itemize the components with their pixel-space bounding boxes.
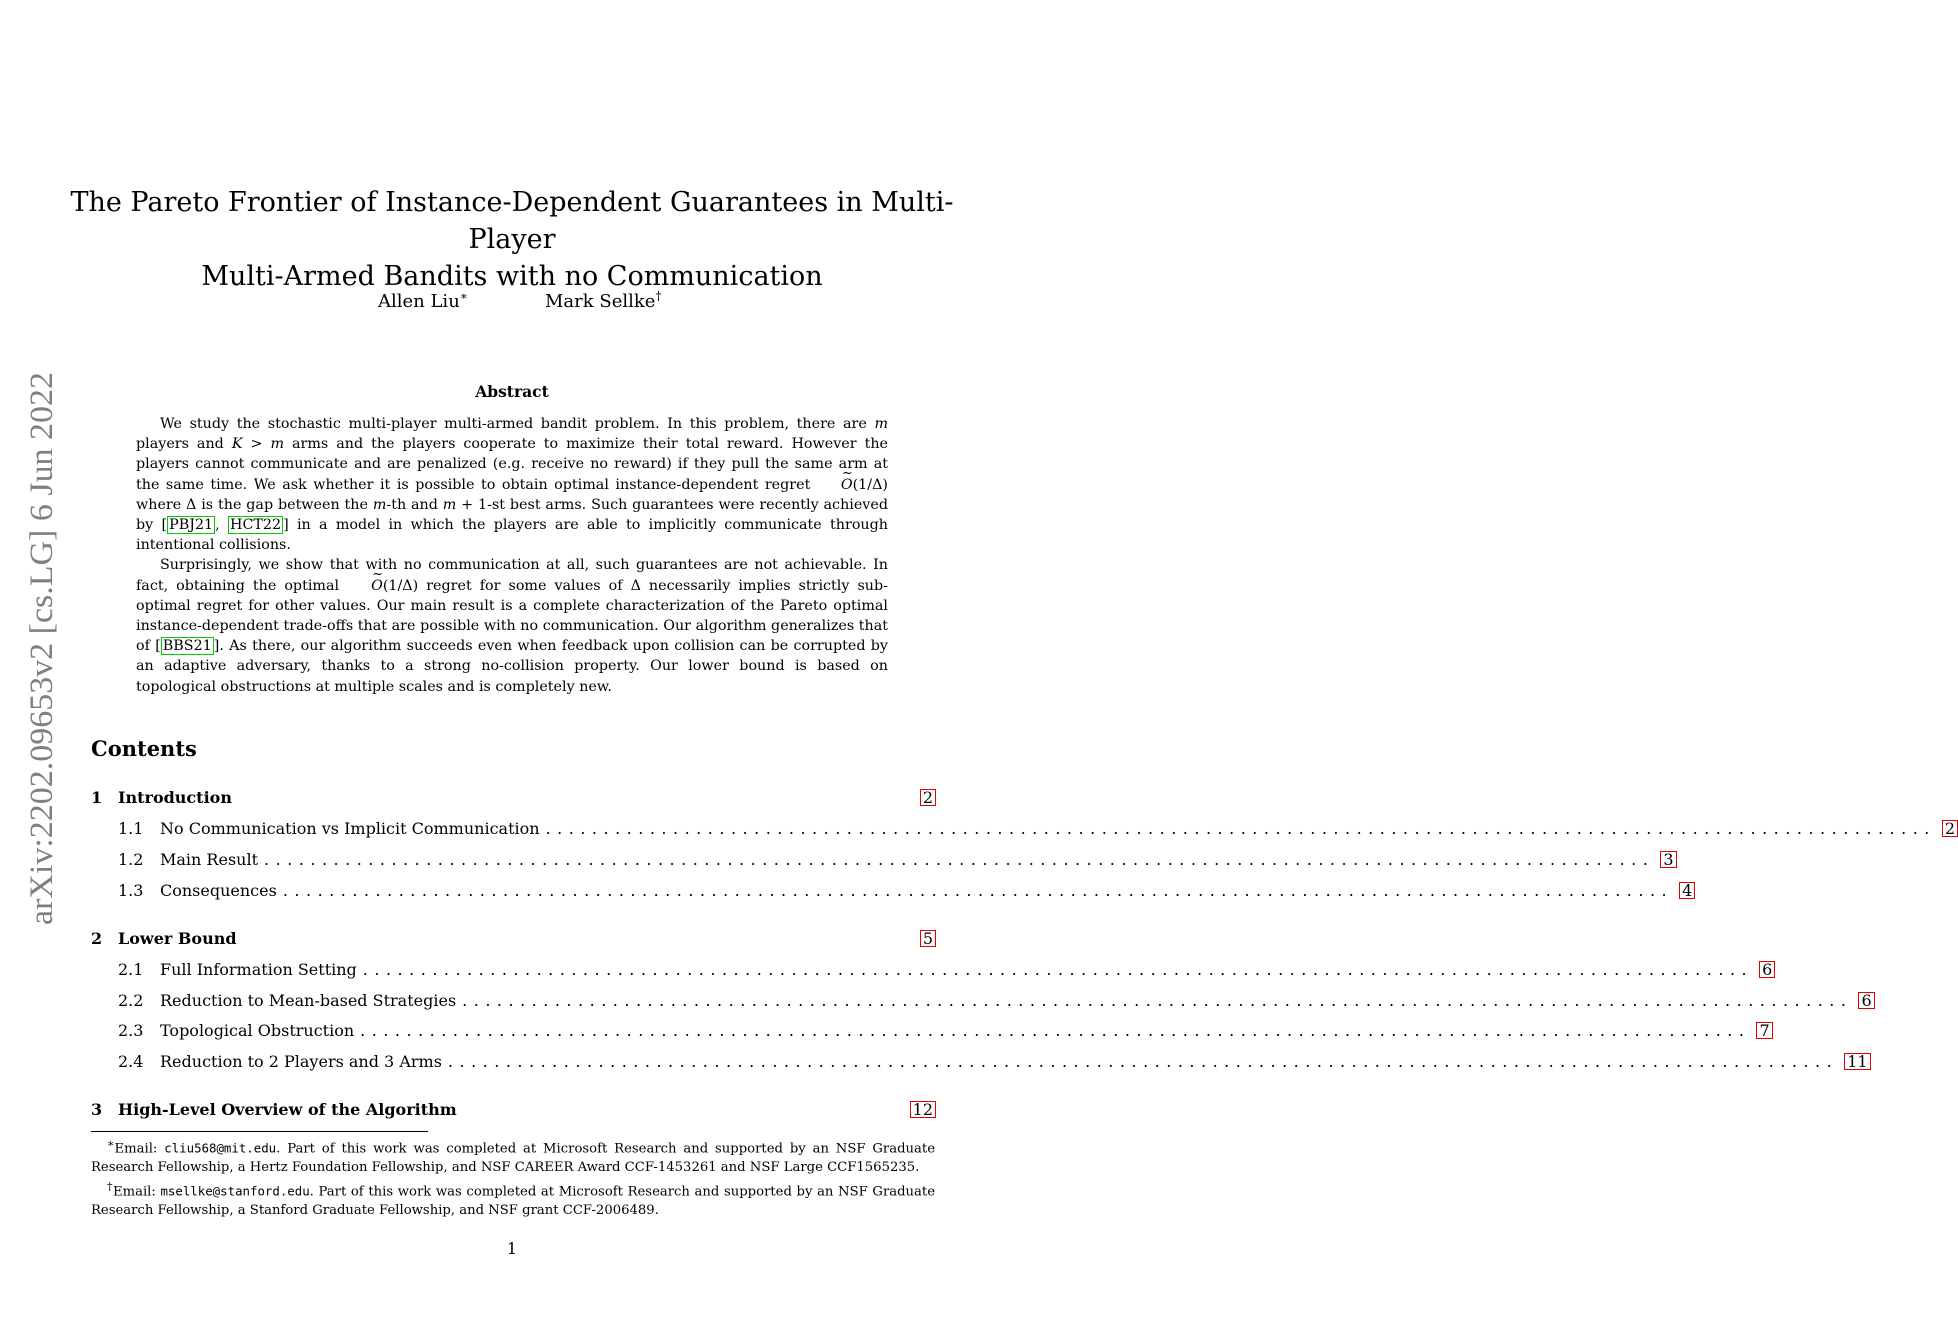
toc-entry-title[interactable]: Lower Bound bbox=[118, 929, 237, 948]
author-2 bbox=[545, 289, 661, 312]
toc-entry-title[interactable]: Full Information Setting bbox=[160, 960, 357, 979]
title-line-1: The Pareto Frontier of Instance-Dependent Guarantees in Multi-Player bbox=[70, 187, 954, 255]
toc-entry[interactable] bbox=[91, 850, 1674, 872]
abstract-paragraph-2: Surprisingly, we show that with no communication at all, such guarantees are not achievable. In fact, obtaining the optimal ~ O(1/Δ) regret for some values of Δ necessarily implies strictly sub-optimal regret for other values. Our main result is a complete characterization of the Pareto optimal instance-dependent trade-offs that are possible with no communication. Our algorithm generalizes that of [ BBS21 ]. As there, our algorithm succeeds even when feedback upon collision can be corrupted by an adaptive adversary, thanks to a strong no-collision property. Our lower bound is based on topological obstructions at multiple scales and is completely new. bbox=[136, 555, 888, 696]
footnote-rule bbox=[91, 1131, 428, 1132]
toc-entry[interactable] bbox=[91, 788, 936, 810]
author-footnote-mark[interactable]: ∗ bbox=[459, 289, 468, 303]
toc-entry-number: 2.1 bbox=[118, 960, 144, 979]
citation-link[interactable]: PBJ21 bbox=[169, 517, 214, 534]
toc-entry-title[interactable]: High-Level Overview of the Algorithm bbox=[118, 1100, 457, 1119]
toc-leader-dots: ........................................................................................................................ bbox=[545, 819, 1936, 838]
toc-entry-number: 2.3 bbox=[118, 1021, 144, 1040]
abstract-body bbox=[136, 414, 888, 697]
toc-leader-dots: ........................................................................................................................ bbox=[447, 1052, 1839, 1071]
toc-page-link[interactable]: 2 bbox=[920, 789, 936, 806]
toc-entry[interactable] bbox=[91, 881, 1693, 903]
footnote-1: ∗Email: cliu568@mit.edu. Part of this work was completed at Microsoft Research and supported by an NSF Graduate Research Fellowship, a Hertz Foundation Fellowship, and NSF CAREER Award CCF-1453261 and NSF Large CCF1565235. bbox=[91, 1137, 935, 1175]
toc-entry-title[interactable]: Introduction bbox=[118, 788, 232, 807]
arxiv-identifier-stamp bbox=[14, 370, 64, 930]
toc-leader-dots: ........................................................................................................................ bbox=[282, 881, 1674, 900]
toc-entry-number: 1.1 bbox=[118, 819, 144, 838]
toc-entry-title[interactable]: Reduction to 2 Players and 3 Arms bbox=[160, 1052, 442, 1071]
toc-page-link[interactable]: 2 bbox=[1942, 820, 1958, 837]
toc-page-link[interactable]: 3 bbox=[1660, 851, 1676, 868]
author-name: Mark Sellke bbox=[545, 291, 656, 312]
toc-entry[interactable] bbox=[91, 1021, 1770, 1043]
toc-leader-dots: ........................................................................................................................ bbox=[360, 1021, 1751, 1040]
toc-entry-number: 1.2 bbox=[118, 850, 144, 869]
author-name: Allen Liu bbox=[378, 291, 460, 312]
toc-entry[interactable] bbox=[91, 1052, 1868, 1074]
toc-entry-number: 1 bbox=[91, 788, 103, 807]
toc-entry[interactable] bbox=[91, 1100, 936, 1122]
toc-entry-number: 2.4 bbox=[118, 1052, 144, 1071]
email-link[interactable]: msellke@stanford.edu bbox=[160, 1182, 310, 1198]
footnote-2: †Email: msellke@stanford.edu. Part of this work was completed at Microsoft Research and supported by an NSF Graduate Research Fellowship, a Stanford Graduate Fellowship, and NSF grant CCF-2006489. bbox=[91, 1179, 936, 1218]
toc-leader-dots: ........................................................................................................................ bbox=[264, 850, 1655, 869]
toc-page-link[interactable]: 7 bbox=[1756, 1022, 1772, 1039]
toc-leader-dots: ........................................................................................................................ bbox=[362, 960, 1754, 979]
toc-entry[interactable] bbox=[91, 929, 936, 951]
footnotes bbox=[91, 1135, 935, 1220]
author-1 bbox=[378, 289, 468, 312]
email-link[interactable]: cliu568@mit.edu bbox=[164, 1140, 277, 1156]
toc-entry[interactable] bbox=[91, 991, 1872, 1013]
citation-link[interactable]: HCT22 bbox=[229, 517, 282, 534]
page-number: 1 bbox=[506, 1239, 518, 1258]
toc-entry-number: 2 bbox=[91, 929, 103, 948]
toc-entry[interactable] bbox=[91, 819, 1956, 841]
title-line-2: Multi-Armed Bandits with no Communication bbox=[201, 261, 823, 292]
arxiv-id-text: arXiv:2202.09653v2 [cs.LG] 6 Jun 2022 bbox=[24, 387, 60, 925]
citation-link[interactable]: BBS21 bbox=[162, 638, 212, 655]
toc-page-link[interactable]: 6 bbox=[1759, 961, 1775, 978]
author-footnote-mark[interactable]: † bbox=[655, 289, 662, 303]
toc-entry-number: 3 bbox=[91, 1100, 103, 1119]
toc-entry-title[interactable]: Reduction to Mean-based Strategies bbox=[160, 991, 457, 1010]
toc-page-link[interactable]: 11 bbox=[1844, 1053, 1870, 1070]
toc-entry-title[interactable]: No Communication vs Implicit Communication bbox=[160, 819, 540, 838]
toc-page-link[interactable]: 12 bbox=[910, 1101, 936, 1118]
toc-page-link[interactable]: 4 bbox=[1679, 882, 1695, 899]
contents-heading: Contents bbox=[91, 736, 197, 761]
toc-page-link[interactable]: 6 bbox=[1858, 992, 1874, 1009]
toc-leader-dots: ........................................................................................................................ bbox=[462, 991, 1853, 1010]
toc-entry[interactable] bbox=[91, 960, 1773, 982]
abstract-heading: Abstract bbox=[475, 382, 549, 401]
toc-entry-number: 2.2 bbox=[118, 991, 144, 1010]
abstract-paragraph-1: We study the stochastic multi-player multi-armed bandit problem. In this problem, there are m players and K > m arms and the players cooperate to maximize their total reward. However the players cannot communicate and are penalized (e.g. receive no reward) if they pull the same arm at the same time. We ask whether it is possible to obtain optimal instance-dependent regret ~ O(1/Δ) where Δ is the gap between the m-th and m + 1-st best arms. Such guarantees were recently achieved by [ PBJ21 , HCT22 ] in a model in which the players are able to implicitly communicate through intentional collisions. bbox=[136, 414, 888, 555]
toc-page-link[interactable]: 5 bbox=[920, 930, 936, 947]
paper-title bbox=[60, 184, 964, 295]
toc-entry-title[interactable]: Consequences bbox=[160, 881, 277, 900]
toc-entry-title[interactable]: Topological Obstruction bbox=[160, 1021, 355, 1040]
toc-entry-number: 1.3 bbox=[118, 881, 144, 900]
toc-entry-title[interactable]: Main Result bbox=[160, 850, 259, 869]
